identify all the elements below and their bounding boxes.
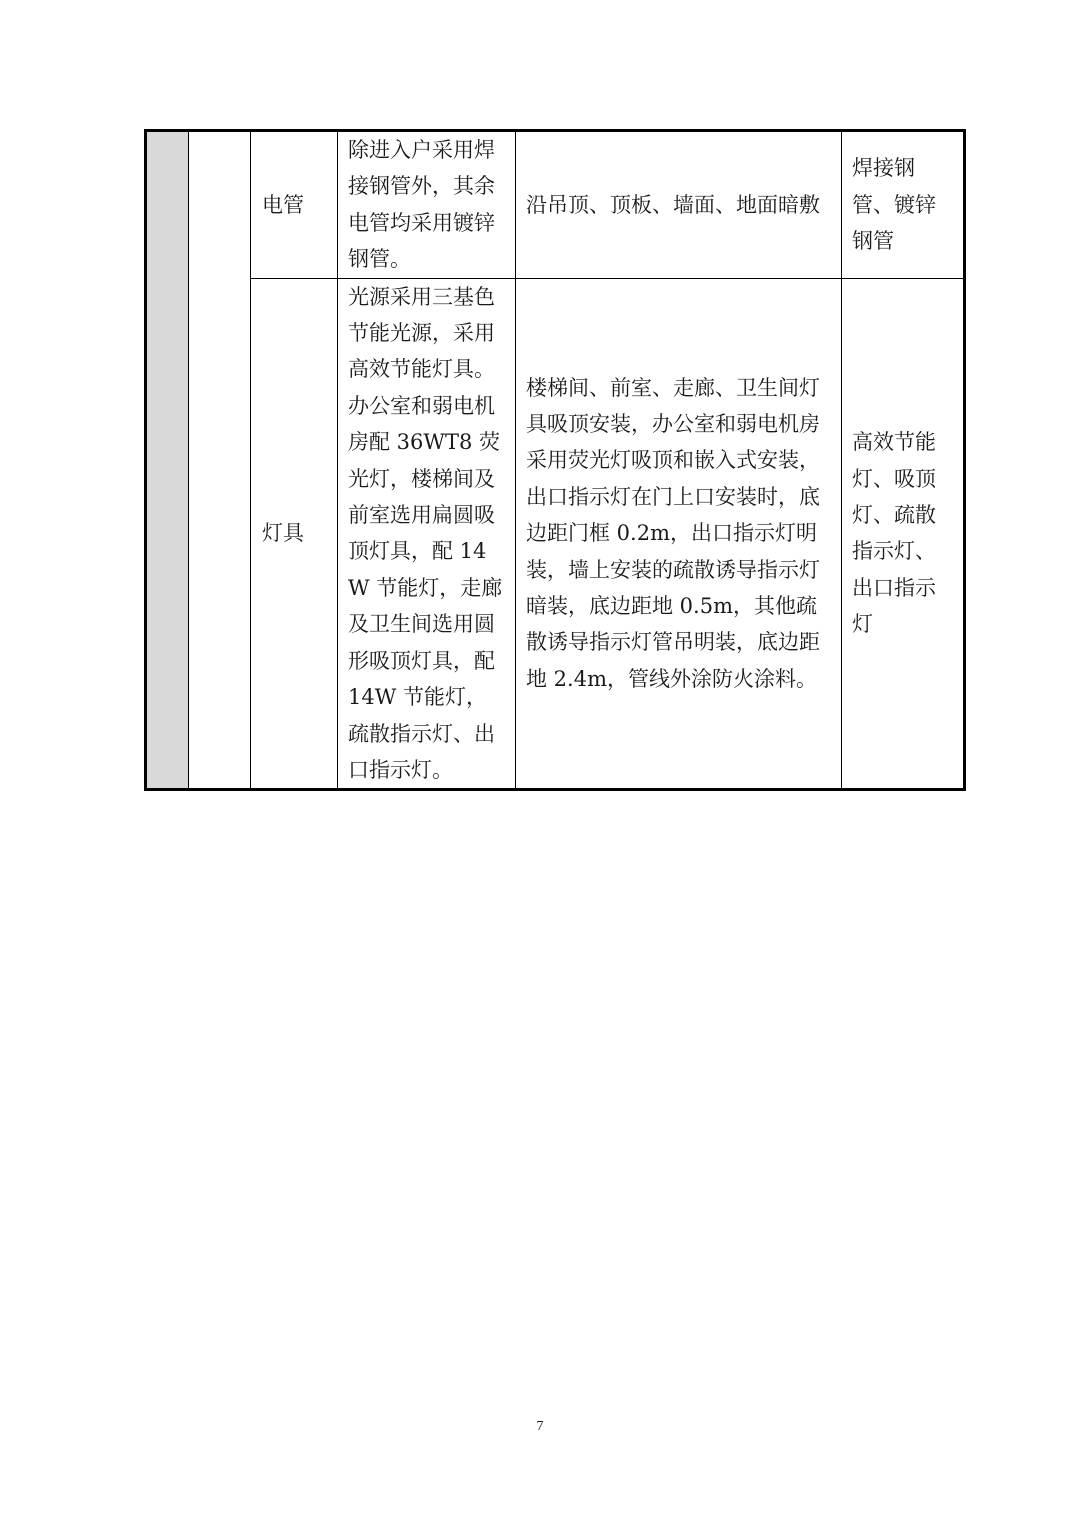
material-cell: 高效节能灯、吸顶灯、疏散指示灯、出口指示灯 <box>842 278 965 790</box>
description-cell: 光源采用三基色节能光源，采用高效节能灯具。办公室和弱电机房配 36WT8 荧光灯，楼梯间及前室选用扁圆吸顶灯具，配 14W 节能灯，走廊及卫生间选用圆形吸顶灯具，配 14W 节能灯，疏散指示灯、出口指示灯。 <box>338 278 516 790</box>
page-number: 7 <box>536 1419 544 1434</box>
shaded-category-cell <box>146 131 189 790</box>
electrical-spec-table <box>144 129 966 791</box>
item-name-cell: 灯具 <box>251 278 338 790</box>
description-cell: 除进入户采用焊接钢管外，其余电管均采用镀锌钢管。 <box>338 131 516 279</box>
table-row-conduit <box>146 131 965 279</box>
installation-cell: 楼梯间、前室、走廊、卫生间灯具吸顶安装，办公室和弱电机房采用荧光灯吸顶和嵌入式安装，出口指示灯在门上口安装时，底边距门框 0.2m，出口指示灯明装，墙上安装的疏散诱导指示灯暗装，底边距地 0.5m，其他疏散诱导指示灯管吊明装，底边距地 2.4m，管线外涂防火涂料。 <box>516 278 842 790</box>
material-cell: 焊接钢管、镀锌钢管 <box>842 131 965 279</box>
installation-cell: 沿吊顶、顶板、墙面、地面暗敷 <box>516 131 842 279</box>
item-name-cell: 电管 <box>251 131 338 279</box>
table-row-lamp <box>146 278 965 790</box>
empty-subcategory-cell <box>189 131 251 790</box>
